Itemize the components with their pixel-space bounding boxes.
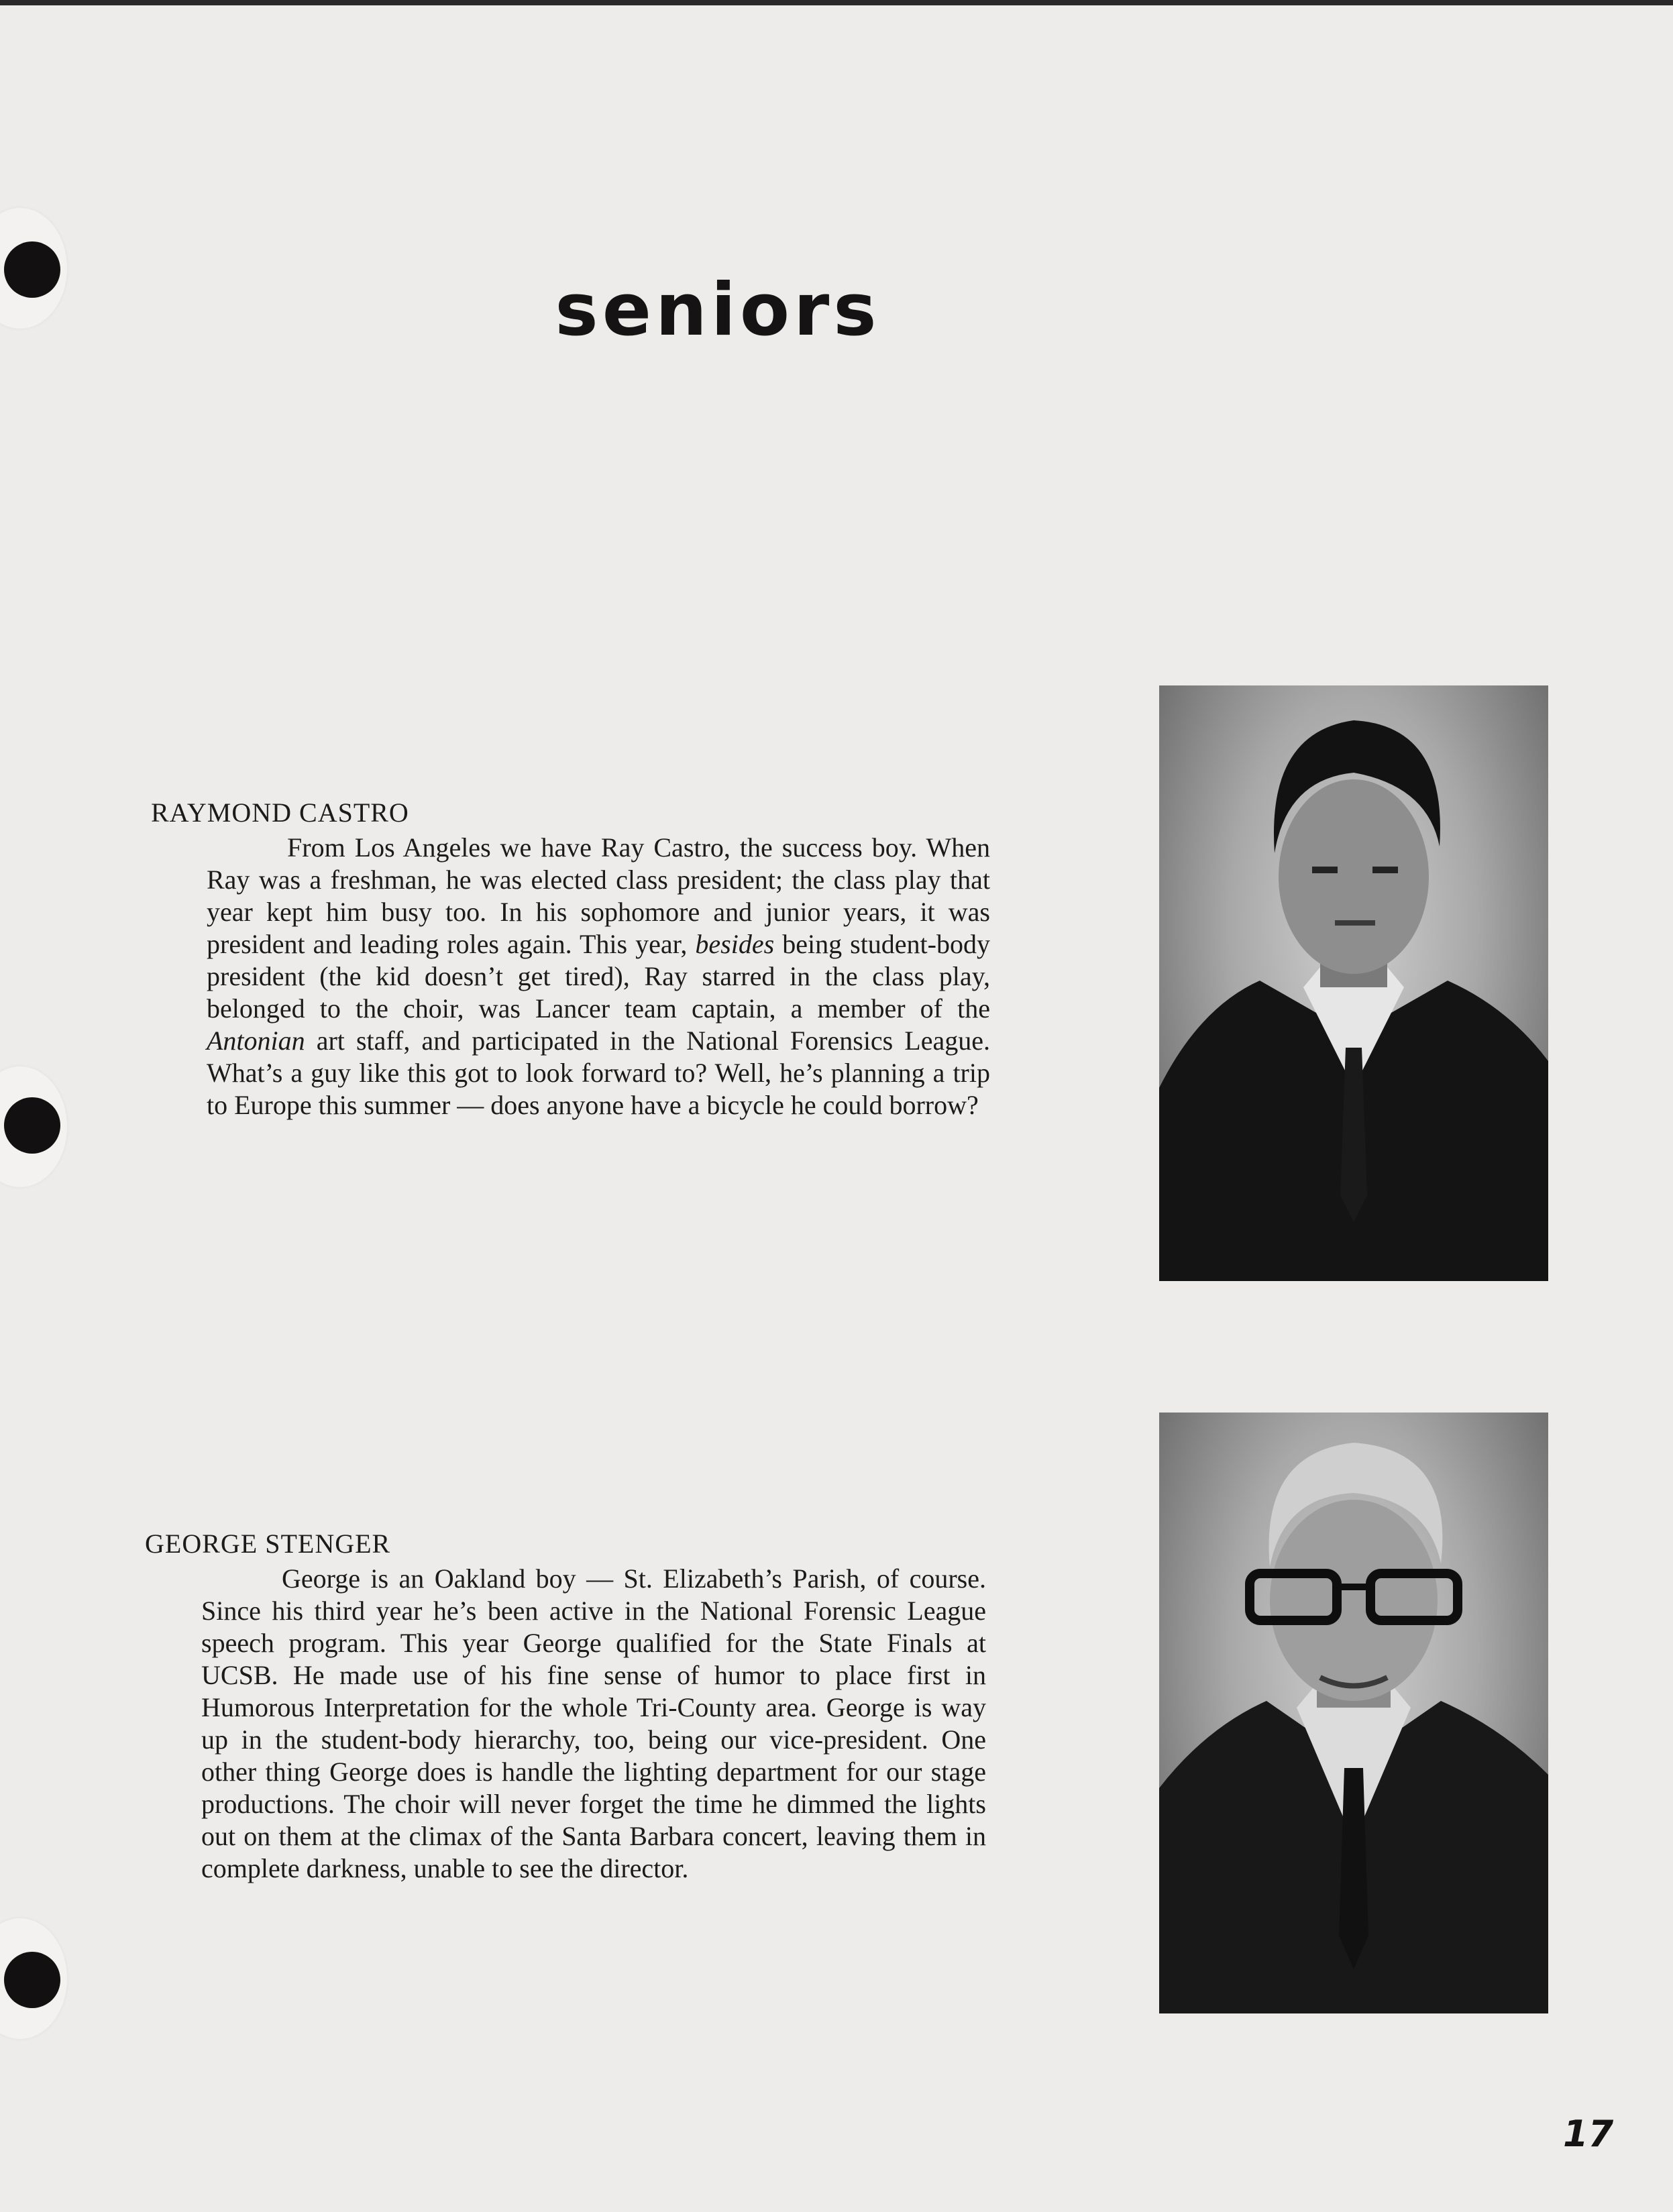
page-title: seniors — [555, 268, 881, 352]
bio-name-george-stenger: GEORGE STENGER — [145, 1529, 391, 1559]
portrait-figure — [1159, 685, 1548, 1281]
bio-text-raymond-castro — [207, 832, 990, 1121]
portrait-raymond-castro — [1159, 685, 1548, 1281]
binder-hole-top — [4, 241, 60, 298]
page-number: 17 — [1563, 2113, 1614, 2155]
bio-text-part: From Los Angeles we have Ray Castro, the success boy. When Ray was a freshman, he was elected class president; the class play that year kept him busy too. In his sophomore and junior years, it was president and leading roles again. This year, — [207, 832, 990, 959]
bio-name-raymond-castro: RAYMOND CASTRO — [151, 797, 409, 828]
binder-hole-bottom — [4, 1952, 60, 2008]
portrait-george-stenger — [1159, 1413, 1548, 2013]
bio-italic-publication: Antonian — [207, 1026, 305, 1056]
binder-hole-middle — [4, 1097, 60, 1154]
bio-text-part: art staff, and participated in the National Forensics League. What’s a guy like this got to look forward to? Well, he’s planning a trip to Europe this summer — does anyone have a bicycle he could borrow? — [207, 1026, 990, 1120]
bio-italic-word: besides — [695, 929, 775, 959]
bio-text-part: being student-body president (the kid doesn’t get tired), Ray starred in the class play, belonged to the choir, was Lancer team captain, a member of the — [207, 929, 990, 1024]
portrait-figure — [1159, 1413, 1548, 2013]
page-top-edge — [0, 0, 1673, 5]
bio-text-george-stenger: George is an Oakland boy — St. Elizabeth’s Parish, of course. Since his third year he’s been active in the National Forensic League speech program. This year George qualified for the State Finals at UCSB. He made use of his fine sense of humor to place first in Humorous Interpretation for the whole Tri-County area. George is way up in the student-body hierarchy, too, being our vice-president. One other thing George does is handle the lighting department for our stage productions. The choir will never forget the time he dimmed the lights out on them at the climax of the Santa Barbara concert, leaving them in complete darkness, unable to see the director. — [201, 1563, 986, 1883]
